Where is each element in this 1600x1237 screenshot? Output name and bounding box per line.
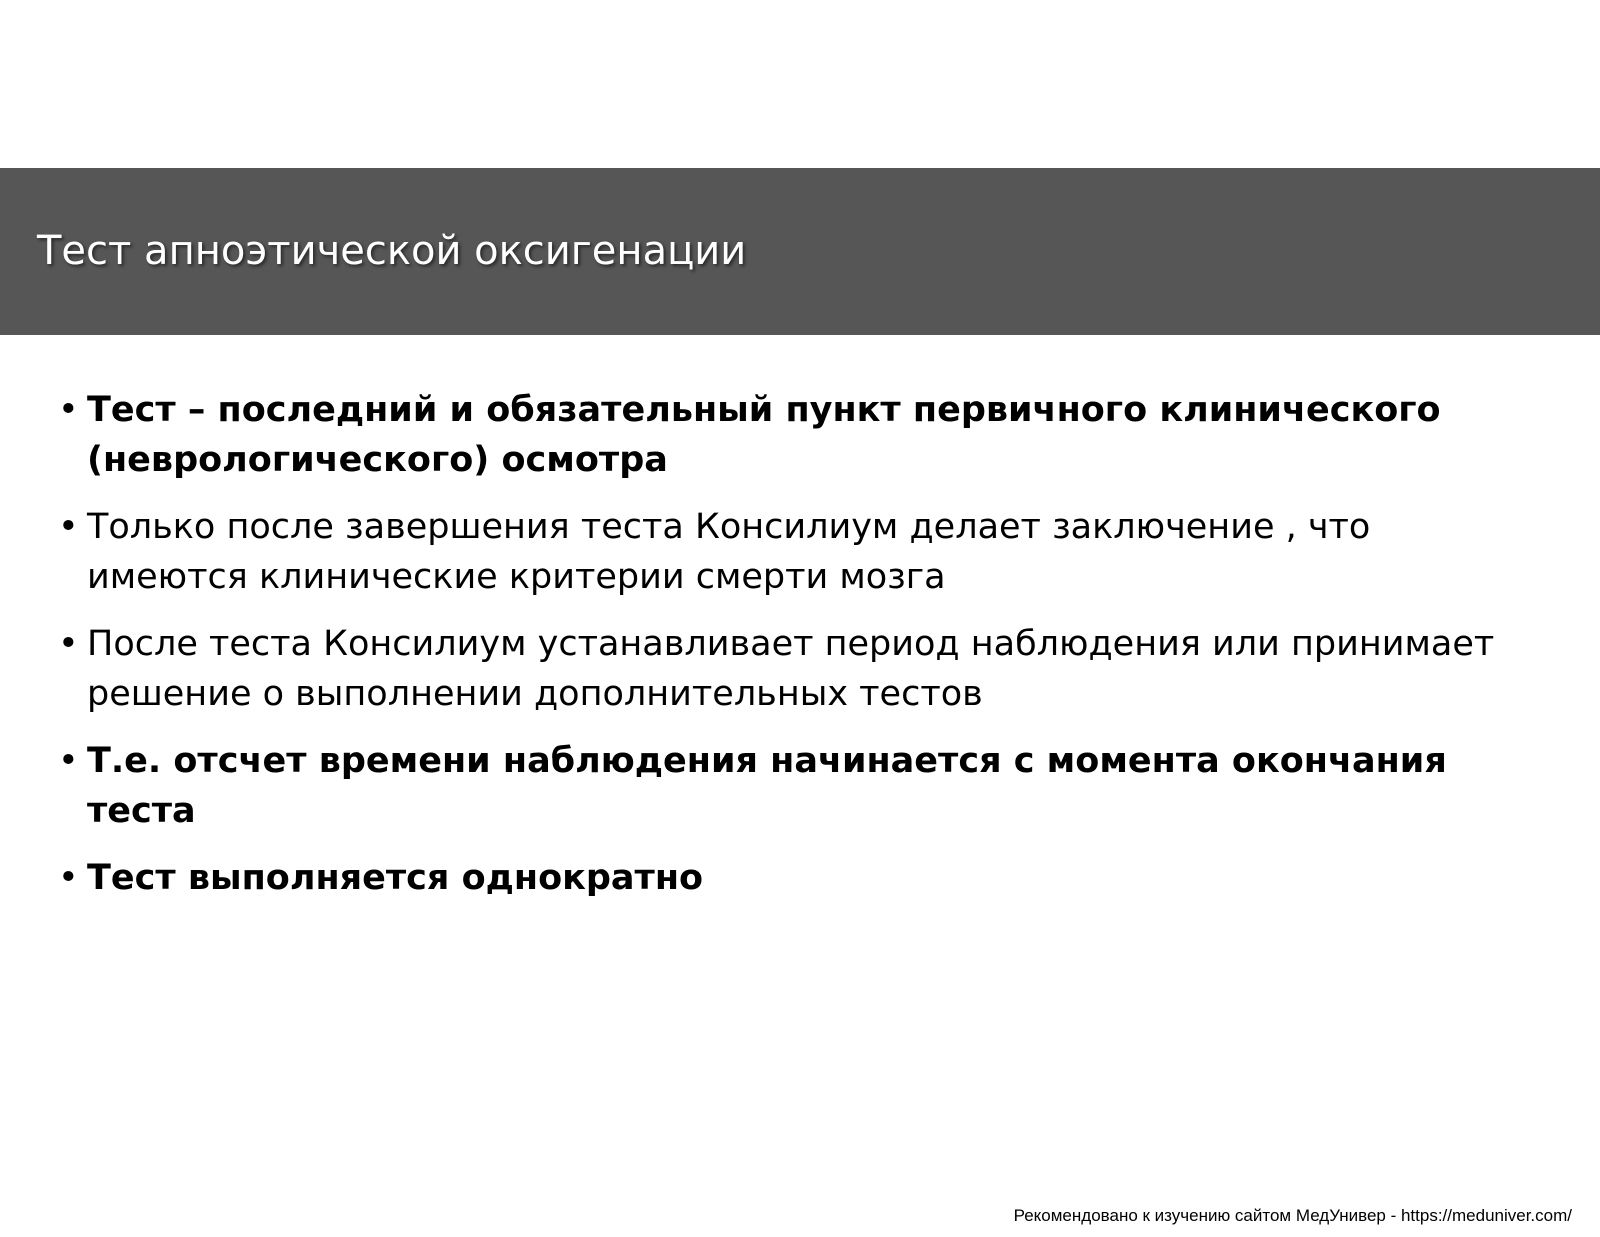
bullet-text-4: Т.е. отсчет времени наблюдения начинается с момента окончания теста	[87, 741, 1447, 831]
bullet-dot-icon: •	[58, 741, 79, 781]
bullet-item-3	[58, 619, 1528, 719]
bullet-dot-icon: •	[58, 858, 79, 898]
bullet-item-2	[58, 502, 1528, 602]
slide-title: Тест апноэтической оксигенации	[37, 228, 747, 274]
bullet-text-1: Тест – последний и обязательный пункт первичного клинического (неврологического) осмотра	[87, 390, 1441, 480]
bullet-dot-icon: •	[58, 390, 79, 430]
bullet-list	[58, 385, 1528, 920]
bullet-dot-icon: •	[58, 507, 79, 547]
title-band	[0, 168, 1600, 335]
bullet-text-5: Тест выполняется однократно	[87, 858, 704, 898]
bullet-item-4	[58, 736, 1528, 836]
bullet-item-1	[58, 385, 1528, 485]
bullet-text-3: После теста Консилиум устанавливает период наблюдения или принимает решение о выполнении дополнительных тестов	[87, 624, 1495, 714]
footer-note: Рекомендовано к изучению сайтом МедУнивер - https://meduniver.com/	[1013, 1206, 1572, 1225]
bullet-text-2: Только после завершения теста Консилиум делает заключение , что имеются клинические критерии смерти мозга	[87, 507, 1371, 597]
bullet-dot-icon: •	[58, 624, 79, 664]
bullet-item-5	[58, 853, 1528, 903]
